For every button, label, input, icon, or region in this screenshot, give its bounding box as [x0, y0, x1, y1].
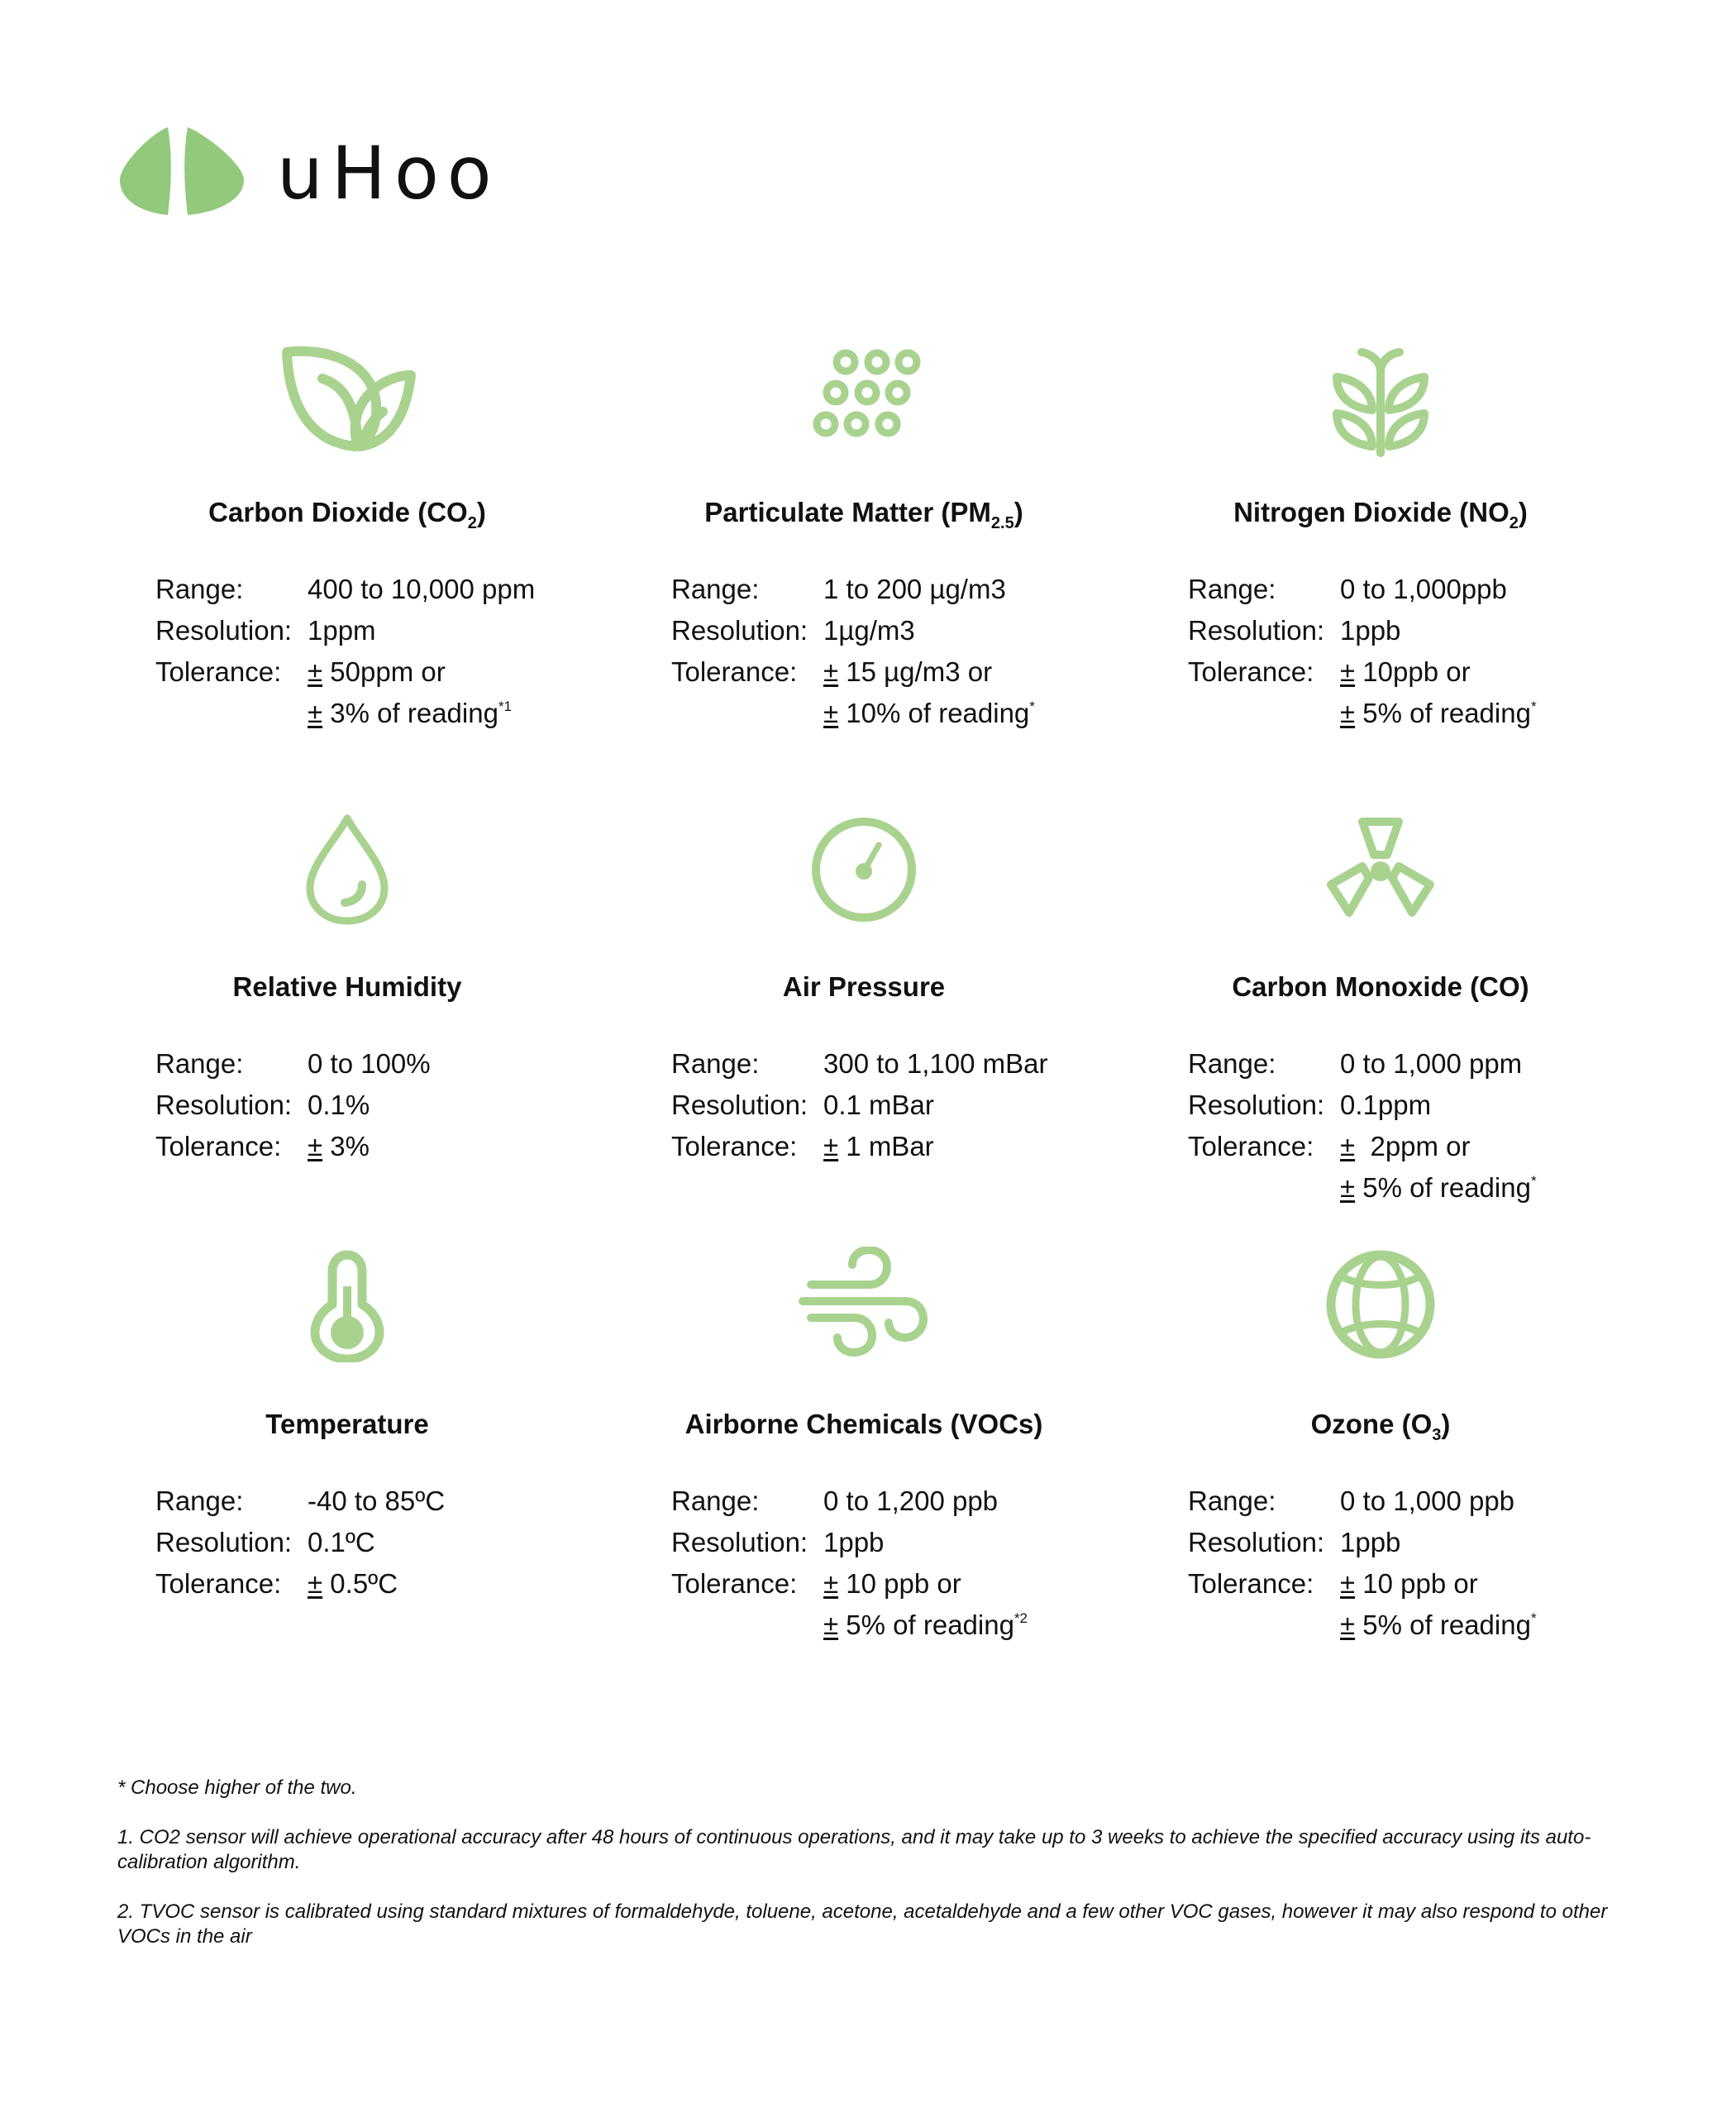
footnote-marker: *2 — [1013, 1610, 1028, 1626]
range-value: 0 to 1,000 ppm — [1340, 1048, 1523, 1079]
footnote-1: 1. CO2 sensor will achieve operational accuracy after 48 hours of continuous operations, and it may take up to 3 weeks to achieve the specified accuracy using its auto-calibration algorithm. — [117, 1826, 1591, 1873]
plus-minus-sign: ± — [308, 698, 323, 728]
plus-minus-sign: ± — [308, 1568, 323, 1599]
plus-minus-sign: ± — [1340, 1131, 1356, 1161]
tolerance-value: ± 50ppm or — [308, 656, 446, 687]
thermometer-icon — [91, 1247, 603, 1371]
footnotes — [117, 1776, 1622, 1949]
plus-minus-sign: ± — [823, 1131, 839, 1161]
range-value: 0 to 1,200 ppb — [823, 1486, 999, 1516]
wind-icon — [608, 1247, 1120, 1371]
sensor-title: Ozone $(O_3)$ — [1310, 1409, 1451, 1444]
globe-icon — [1124, 1247, 1637, 1371]
plus-minus-sign: ± — [1340, 1610, 1356, 1640]
tolerance-value: ± 3% — [308, 1131, 370, 1161]
resolution-value: 1ppb — [823, 1527, 885, 1557]
footnote-marker: * — [1530, 699, 1537, 714]
resolution-label: Resolution: — [671, 615, 808, 646]
sensor-title: Air Pressure — [782, 971, 946, 1002]
plus-minus-sign: ± — [308, 1131, 323, 1161]
plus-minus-sign: ± — [1340, 1568, 1356, 1599]
range-label: Range: — [671, 574, 760, 604]
range-label: Range: — [671, 1048, 760, 1079]
range-value: -40 to 85ºC — [308, 1486, 446, 1516]
tolerance-value: ± 15 µg/m3 or — [823, 656, 993, 687]
tolerance-label: Tolerance: — [155, 1568, 282, 1599]
range-label: Range: — [1188, 1048, 1276, 1079]
tolerance-value: ± 2ppm or — [1340, 1131, 1471, 1161]
range-label: Range: — [155, 1486, 244, 1516]
sensor-title: Nitrogen Dioxide $(NO_2)$ — [1233, 497, 1528, 532]
plus-minus-sign: ± — [823, 1568, 839, 1599]
footnote-marker: *1 — [498, 699, 513, 714]
footnote-marker: * — [1530, 1173, 1537, 1189]
range-value: 1 to 200 µg/m3 — [823, 574, 1006, 604]
tolerance-label: Tolerance: — [671, 1568, 798, 1599]
range-value: 0 to 1,000ppb — [1340, 574, 1507, 604]
plus-minus-sign: ± — [308, 656, 323, 687]
sensor-title: Carbon Monoxide (CO) — [1232, 971, 1529, 1002]
range-label: Range: — [155, 574, 244, 604]
tolerance-value-2: ± 5% of reading* — [1340, 698, 1537, 728]
tolerance-label: Tolerance: — [155, 1131, 282, 1161]
plus-minus-sign: ± — [1340, 698, 1356, 728]
tolerance-value-2: ± 10% of reading* — [823, 698, 1035, 728]
water-drop-icon — [91, 812, 603, 936]
tolerance-label: Tolerance: — [1188, 1131, 1314, 1161]
plus-minus-sign: ± — [1340, 656, 1356, 687]
plus-minus-sign: ± — [823, 656, 839, 687]
tolerance-value-2: ± 3% of reading$^{*1}$ — [308, 698, 513, 728]
tolerance-label: Tolerance: — [671, 656, 798, 687]
uhoo-logo — [120, 122, 500, 222]
range-value: 400 to 10,000 ppm — [308, 574, 536, 604]
range-value: 0 to 1,000 ppb — [1340, 1486, 1515, 1516]
range-value: 0 to 100% — [308, 1048, 431, 1079]
tolerance-value: ± 10 ppb or — [823, 1568, 961, 1599]
range-label: Range: — [671, 1486, 760, 1516]
sensor-title: Temperature — [265, 1409, 429, 1439]
resolution-value: 0.1ºC — [308, 1527, 375, 1557]
resolution-label: Resolution: — [671, 1527, 808, 1557]
tolerance-value-2: ± 5% of reading* — [1340, 1610, 1537, 1640]
sensor-title: Particulate Matter $(PM_{2.5})$ — [704, 497, 1023, 532]
footnote-marker: * — [1530, 1610, 1537, 1626]
tolerance-value: ± 10 ppb or — [1340, 1568, 1478, 1599]
tolerance-value-2: ± 5% of reading$^{*2}$ — [823, 1610, 1028, 1640]
tolerance-label: Tolerance: — [155, 656, 282, 687]
leaf-icon — [91, 346, 603, 470]
logo-leaf-icon — [120, 122, 252, 222]
logo-wordmark: uHoo — [277, 131, 500, 216]
footnote-marker: * — [1029, 699, 1035, 714]
range-label: Range: — [1188, 1486, 1276, 1516]
resolution-value: 0.1 mBar — [823, 1090, 934, 1120]
tolerance-value-2: ± 5% of reading* — [1340, 1172, 1537, 1203]
tolerance-value: ± 1 mBar — [823, 1131, 934, 1161]
resolution-label: Resolution: — [1188, 1527, 1325, 1557]
plus-minus-sign: ± — [823, 1610, 839, 1640]
range-label: Range: — [155, 1048, 244, 1079]
plus-minus-sign: ± — [823, 698, 839, 728]
resolution-value: 1ppb — [1340, 615, 1401, 646]
plant-icon — [1124, 346, 1637, 470]
resolution-label: Resolution: — [1188, 615, 1325, 646]
resolution-label: Resolution: — [1188, 1090, 1325, 1120]
resolution-label: Resolution: — [155, 1527, 293, 1557]
resolution-value: 0.1ppm — [1340, 1090, 1432, 1120]
resolution-value: 1ppm — [308, 615, 376, 646]
resolution-value: 1ppb — [1340, 1527, 1401, 1557]
footnote-star: * Choose higher of the two. — [117, 1777, 357, 1799]
resolution-label: Resolution: — [671, 1090, 808, 1120]
resolution-value: 1µg/m3 — [823, 615, 915, 646]
resolution-label: Resolution: — [155, 1090, 293, 1120]
tolerance-value: ± 0.5ºC — [308, 1568, 398, 1599]
range-value: 300 to 1,100 mBar — [823, 1048, 1048, 1079]
footnote-2: 2. TVOC sensor is calibrated using standard mixtures of formaldehyde, toluene, acetone, acetaldehyde and a few other VOC gases, however it may also respond to other VOCs in the air — [117, 1901, 1608, 1948]
range-label: Range: — [1188, 574, 1276, 604]
tolerance-label: Tolerance: — [1188, 1568, 1314, 1599]
sensor-title: Carbon Dioxide $(CO_2)$ — [208, 497, 486, 532]
radiation-icon — [1124, 812, 1637, 936]
sensor-title: Relative Humidity — [232, 971, 462, 1002]
plus-minus-sign: ± — [1340, 1172, 1356, 1203]
sensor-title: Airborne Chemicals (VOCs) — [684, 1409, 1043, 1439]
tolerance-label: Tolerance: — [1188, 656, 1314, 687]
gauge-icon — [608, 812, 1120, 936]
resolution-value: 0.1% — [308, 1090, 370, 1120]
resolution-label: Resolution: — [155, 615, 293, 646]
tolerance-value: ± 10ppb or — [1340, 656, 1471, 687]
tolerance-label: Tolerance: — [671, 1131, 798, 1161]
particles-icon — [608, 346, 1120, 470]
